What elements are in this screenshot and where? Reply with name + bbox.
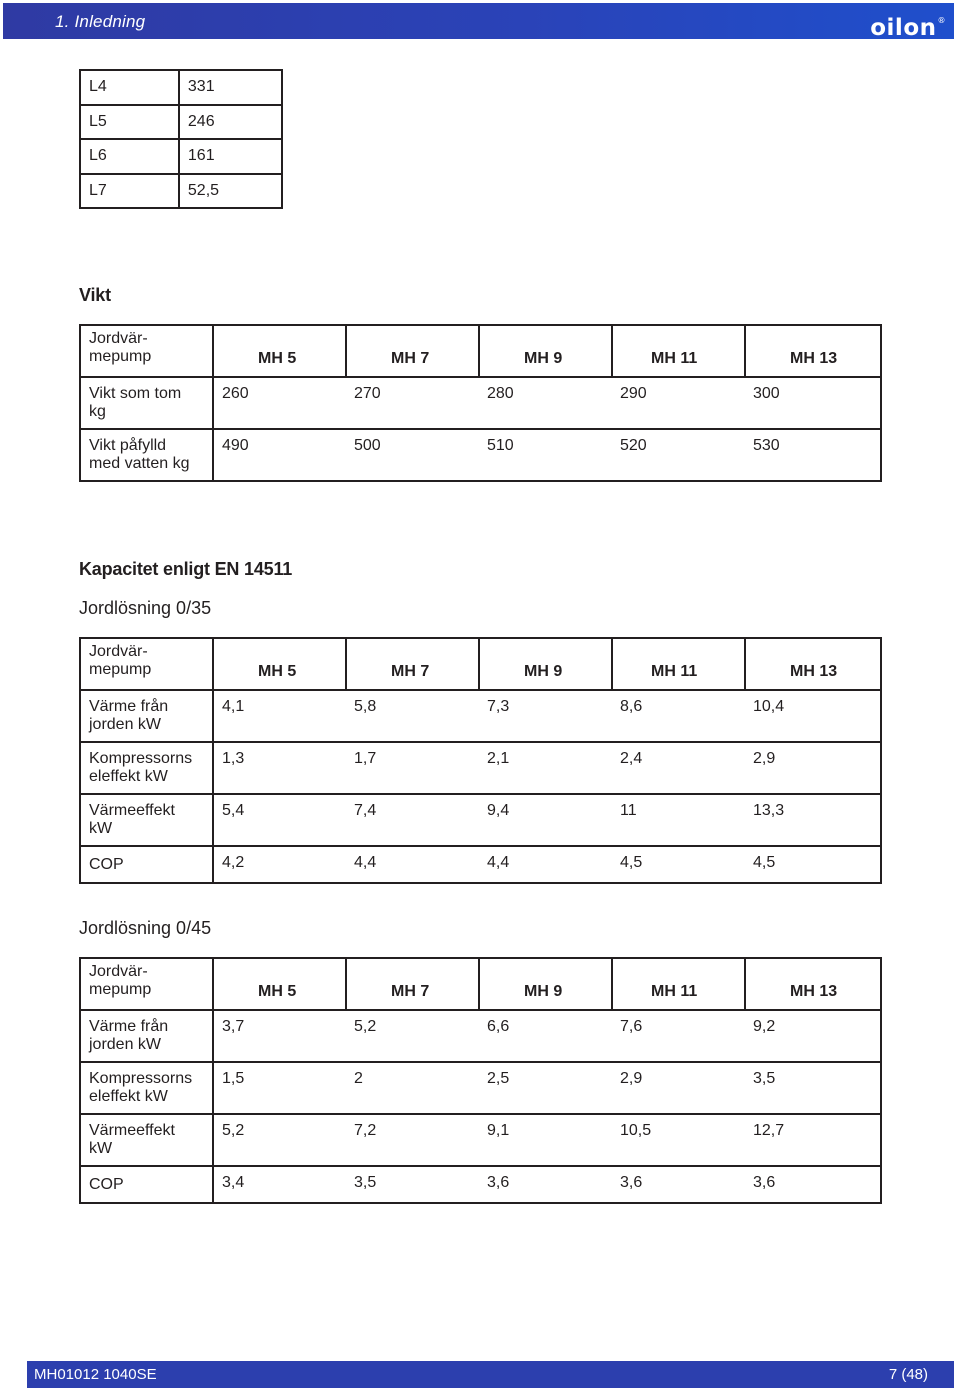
value-cell: 3,4: [213, 1166, 346, 1203]
column-header: MH 13: [745, 325, 881, 377]
table-row: [80, 139, 282, 174]
table-row: [80, 690, 881, 742]
value-cell: 3,5: [745, 1062, 881, 1114]
value-cell: 6,6: [479, 1010, 612, 1062]
value-cell: 8,6: [612, 690, 745, 742]
table-row: [80, 1010, 881, 1062]
subheading-0-45: Jordlösning 0/45: [79, 918, 212, 938]
row-label: Vikt som tom kg: [80, 377, 213, 429]
dimension-label: L5: [80, 105, 179, 140]
subheading-0-35: Jordlösning 0/35: [79, 598, 212, 618]
value-cell: 4,4: [479, 846, 612, 883]
value-cell: 10,5: [612, 1114, 745, 1166]
table-row: [80, 377, 881, 429]
value-cell: 2,5: [479, 1062, 612, 1114]
registered-mark: ®: [937, 16, 946, 25]
value-cell: 4,2: [213, 846, 346, 883]
column-header: MH 5: [213, 325, 346, 377]
value-cell: 2,1: [479, 742, 612, 794]
row-label: Vikt påfylld med vatten kg: [80, 429, 213, 481]
page-footer: [27, 1361, 954, 1388]
page-header: [3, 3, 954, 39]
capacity-table-0-45: [79, 957, 882, 1204]
dimension-label: L7: [80, 174, 179, 209]
dimension-value: 161: [179, 139, 282, 174]
value-cell: 11: [612, 794, 745, 846]
row-label: COP: [80, 1166, 213, 1203]
value-cell: 13,3: [745, 794, 881, 846]
value-cell: 5,2: [213, 1114, 346, 1166]
table-row: [80, 1166, 881, 1203]
column-header: MH 5: [213, 638, 346, 690]
dimension-table-body: [80, 70, 282, 208]
table-row: [80, 1114, 881, 1166]
table-header-row: [80, 958, 881, 1010]
value-cell: 3,6: [612, 1166, 745, 1203]
column-header: MH 11: [612, 638, 745, 690]
value-cell: 290: [612, 377, 745, 429]
value-cell: 4,4: [346, 846, 479, 883]
value-cell: 7,6: [612, 1010, 745, 1062]
oilon-logo: [870, 8, 946, 41]
weight-table: [79, 324, 882, 482]
column-header: MH 13: [745, 638, 881, 690]
column-header: MH 5: [213, 958, 346, 1010]
dimension-value: 246: [179, 105, 282, 140]
dimension-label: L6: [80, 139, 179, 174]
value-cell: 7,4: [346, 794, 479, 846]
value-cell: 1,7: [346, 742, 479, 794]
dimension-table: [79, 69, 283, 209]
row-label: Kompressorns eleffekt kW: [80, 742, 213, 794]
value-cell: 7,3: [479, 690, 612, 742]
column-header: MH 7: [346, 958, 479, 1010]
value-cell: 500: [346, 429, 479, 481]
corner-label: Jordvär- mepump: [80, 638, 213, 690]
value-cell: 3,6: [745, 1166, 881, 1203]
column-header: MH 9: [479, 638, 612, 690]
value-cell: 10,4: [745, 690, 881, 742]
value-cell: 2: [346, 1062, 479, 1114]
column-header: MH 9: [479, 325, 612, 377]
value-cell: 1,3: [213, 742, 346, 794]
value-cell: 4,1: [213, 690, 346, 742]
value-cell: 1,5: [213, 1062, 346, 1114]
column-header: MH 11: [612, 325, 745, 377]
column-header: MH 11: [612, 958, 745, 1010]
dimension-value: 52,5: [179, 174, 282, 209]
column-header: MH 9: [479, 958, 612, 1010]
column-header: MH 13: [745, 958, 881, 1010]
value-cell: 4,5: [612, 846, 745, 883]
value-cell: 260: [213, 377, 346, 429]
value-cell: 3,5: [346, 1166, 479, 1203]
value-cell: 270: [346, 377, 479, 429]
value-cell: 9,1: [479, 1114, 612, 1166]
value-cell: 7,2: [346, 1114, 479, 1166]
document-id: MH01012 1040SE: [34, 1366, 157, 1383]
value-cell: 3,7: [213, 1010, 346, 1062]
value-cell: 530: [745, 429, 881, 481]
column-header: MH 7: [346, 325, 479, 377]
value-cell: 9,4: [479, 794, 612, 846]
value-cell: 4,5: [745, 846, 881, 883]
value-cell: 490: [213, 429, 346, 481]
table-row: [80, 794, 881, 846]
value-cell: 5,2: [346, 1010, 479, 1062]
corner-label: Jordvär- mepump: [80, 325, 213, 377]
logo-text: oilon: [870, 15, 937, 41]
table-row: [80, 1062, 881, 1114]
value-cell: 300: [745, 377, 881, 429]
table-row: [80, 429, 881, 481]
row-label: Värme från jorden kW: [80, 1010, 213, 1062]
table-row: [80, 105, 282, 140]
row-label: COP: [80, 846, 213, 883]
table-header-row: [80, 325, 881, 377]
row-label: Värmeeffekt kW: [80, 794, 213, 846]
value-cell: 280: [479, 377, 612, 429]
column-header: MH 7: [346, 638, 479, 690]
row-label: Värme från jorden kW: [80, 690, 213, 742]
value-cell: 5,8: [346, 690, 479, 742]
page-number: 7 (48): [888, 1366, 928, 1383]
value-cell: 2,4: [612, 742, 745, 794]
table-row: [80, 174, 282, 209]
table-row: [80, 70, 282, 105]
value-cell: 9,2: [745, 1010, 881, 1062]
value-cell: 2,9: [745, 742, 881, 794]
section-title: 1. Inledning: [55, 12, 146, 31]
dimension-label: L4: [80, 70, 179, 105]
value-cell: 12,7: [745, 1114, 881, 1166]
value-cell: 5,4: [213, 794, 346, 846]
dimension-value: 331: [179, 70, 282, 105]
value-cell: 520: [612, 429, 745, 481]
table-row: [80, 846, 881, 883]
value-cell: 3,6: [479, 1166, 612, 1203]
table-header-row: [80, 638, 881, 690]
weight-heading: Vikt: [79, 285, 111, 305]
row-label: Kompressorns eleffekt kW: [80, 1062, 213, 1114]
capacity-table-0-35: [79, 637, 882, 884]
capacity-heading: Kapacitet enligt EN 14511: [79, 559, 293, 579]
row-label: Värmeeffekt kW: [80, 1114, 213, 1166]
value-cell: 2,9: [612, 1062, 745, 1114]
value-cell: 510: [479, 429, 612, 481]
corner-label: Jordvär- mepump: [80, 958, 213, 1010]
table-row: [80, 742, 881, 794]
